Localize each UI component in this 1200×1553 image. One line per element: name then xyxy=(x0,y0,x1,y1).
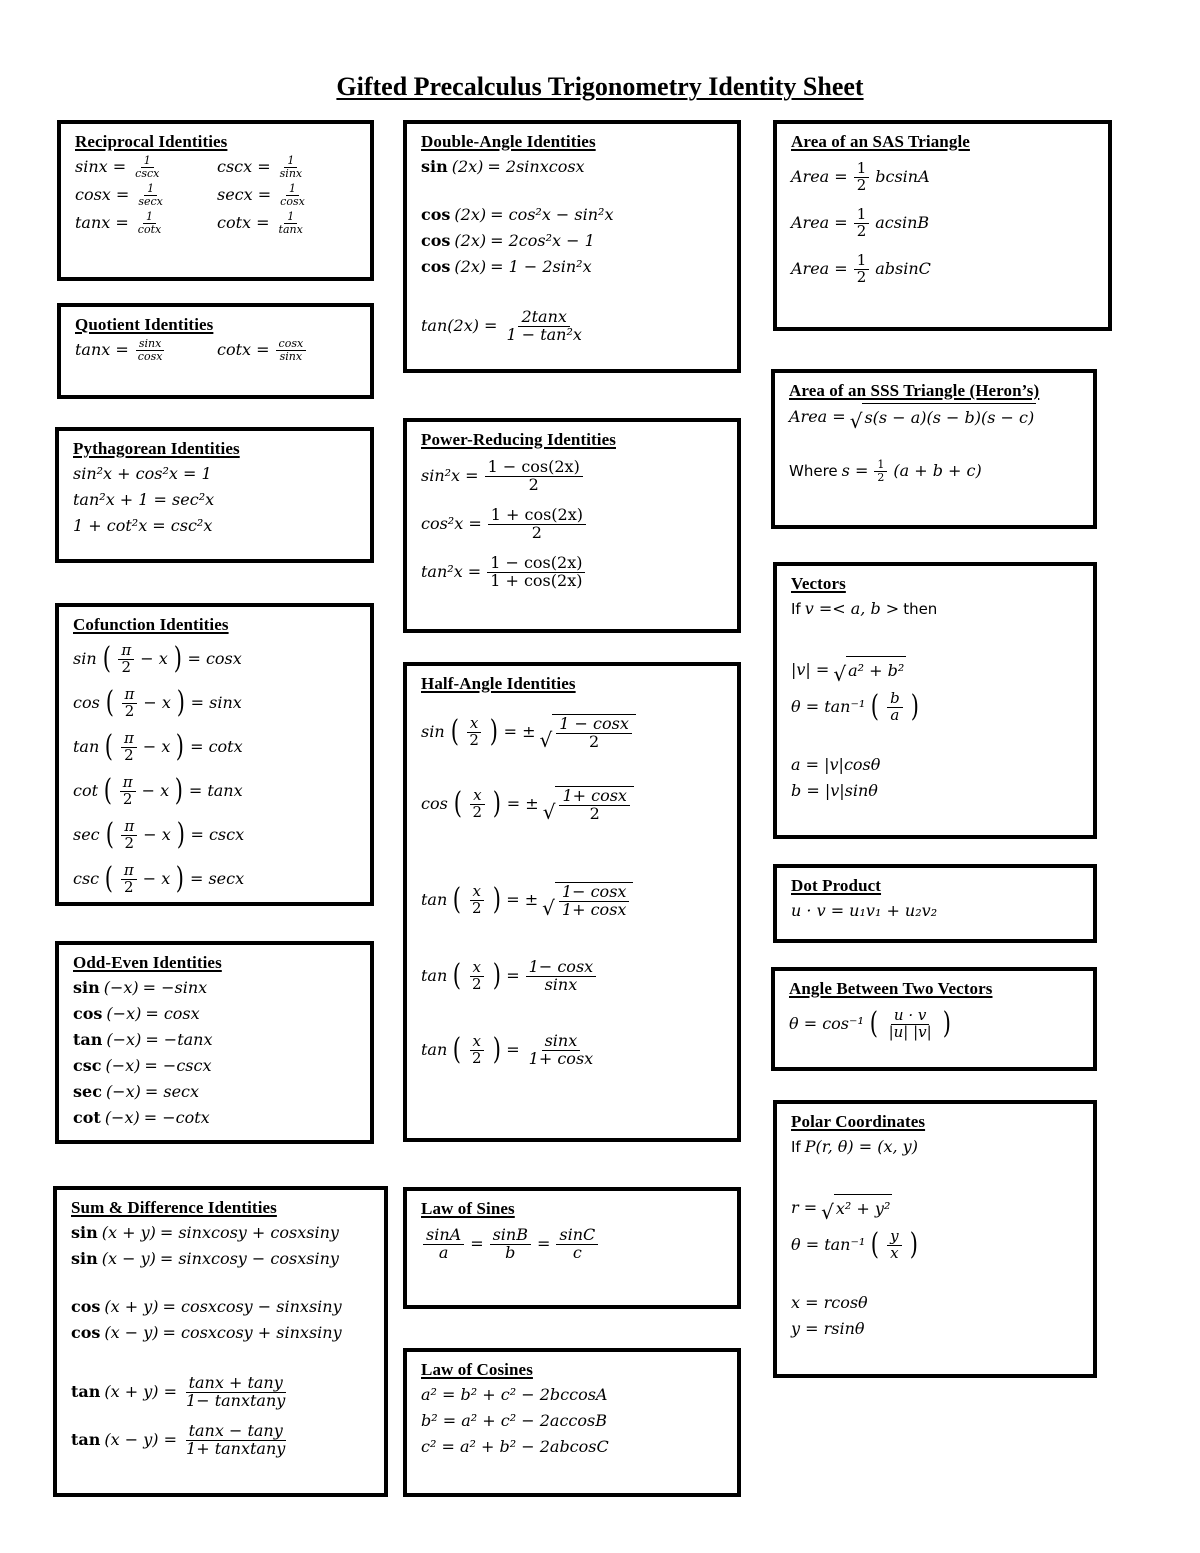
identity: If v =< a, b > then xyxy=(791,599,938,618)
section-title: Odd-Even Identities xyxy=(73,953,222,972)
identity: sin (−x) = −sinx xyxy=(73,978,208,997)
identity: tan (−x) = −tanx xyxy=(73,1030,213,1049)
section-title: Cofunction Identities xyxy=(73,615,229,634)
half-angle-identities-box xyxy=(403,662,741,1142)
sqrt-icon: √ xyxy=(821,1200,834,1224)
identity: cos (x + y) = cosxcosy − sinxsiny xyxy=(71,1297,342,1316)
identity: Area = √ s(s − a)(s − b)(s − c) xyxy=(789,403,1079,431)
identity: tan²x + 1 = sec²x xyxy=(73,490,215,509)
sqrt-icon: √ xyxy=(542,896,555,921)
identity: cos ( $\frac{\pi}{2}$ − x ) = sinx xyxy=(73,684,242,720)
identity: sec ( $\frac{\pi}{2}$ − x ) = cscx xyxy=(73,816,245,852)
angle-between-vectors-box xyxy=(771,967,1097,1071)
sum-difference-identities-box xyxy=(53,1186,388,1497)
identity: θ = tan⁻¹ ( $\frac{b}{a}$ ) xyxy=(791,688,919,724)
identity: cosx = $\frac{1}{\sec x}$ xyxy=(75,181,163,208)
section-title: Quotient Identities xyxy=(75,315,214,334)
section-title: Area of an SAS Triangle xyxy=(791,132,970,151)
identity: r = √ x² + y² xyxy=(791,1194,1079,1222)
identity: u · v = u₁v₁ + u₂v₂ xyxy=(791,901,938,920)
identity: a = |v|cosθ xyxy=(791,755,881,774)
odd-even-identities-box xyxy=(55,941,374,1144)
section-title: Half-Angle Identities xyxy=(421,674,576,693)
identity: sinx = $\frac{1}{\csc x}$ xyxy=(75,153,160,180)
identity: cscx = $\frac{1}{\sin x}$ xyxy=(217,153,303,180)
law-of-cosines-box xyxy=(403,1348,741,1497)
identity: tan ( $\frac{x}{2}$ ) = $\frac{\sin x}{1+ \cos x}$ xyxy=(421,1030,594,1068)
area-sss-heron-box xyxy=(771,369,1097,529)
identity: x = rcosθ xyxy=(791,1293,868,1312)
sqrt-icon: √ xyxy=(539,728,553,753)
identity: a² = b² + c² − 2bccosA xyxy=(421,1385,608,1404)
identity: c² = a² + b² − 2abcosC xyxy=(421,1437,609,1456)
identity: $\frac{\sin A}{a}$ = $\frac{\sin B}{b}$ = $\frac{\sin C}{c}$ xyxy=(421,1221,723,1267)
double-angle-identities-box xyxy=(403,120,741,373)
section-title: Sum & Difference Identities xyxy=(71,1198,277,1217)
identity: b² = a² + c² − 2accosB xyxy=(421,1411,607,1430)
identity: If P(r, θ) = (x, y) xyxy=(791,1137,918,1156)
section-title: Polar Coordinates xyxy=(791,1112,926,1131)
section-title: Law of Sines xyxy=(421,1199,515,1218)
identity: cotx = $\frac{1}{\tan x}$ xyxy=(217,209,303,236)
law-of-sines-box xyxy=(403,1187,741,1309)
area-sas-triangle-box xyxy=(773,120,1112,331)
identity: b = |v|sinθ xyxy=(791,781,878,800)
identity: sin²x + cos²x = 1 xyxy=(73,464,212,483)
quotient-identities-box xyxy=(57,303,374,399)
polar-coordinates-box xyxy=(773,1100,1097,1378)
identity: cos²x = $\frac{1 + \cos(2x)}{2}$ xyxy=(421,500,723,548)
identity: cos ( $\frac{x}{2}$ ) = ± √ $\frac{1+ \cos x}{2}$ xyxy=(421,768,723,840)
identity: 1 + cot²x = csc²x xyxy=(73,516,213,535)
identity: cot (−x) = −cotx xyxy=(73,1108,210,1127)
identity: cos (−x) = cosx xyxy=(73,1004,200,1023)
section-title: Dot Product xyxy=(791,876,882,895)
identity: sec (−x) = secx xyxy=(73,1082,200,1101)
identity: secx = $\frac{1}{\cos x}$ xyxy=(217,181,305,208)
identity: cos (2x) = cos²x − sin²x xyxy=(421,205,614,224)
identity: tan ( $\frac{x}{2}$ ) = ± √ $\frac{1- \cos x}{1+ \cos x}$ xyxy=(421,862,723,938)
section-title: Law of Cosines xyxy=(421,1360,533,1379)
identity: cos (2x) = 1 − 2sin²x xyxy=(421,257,592,276)
cofunction-identities-box xyxy=(55,603,374,906)
section-title: Pythagorean Identities xyxy=(73,439,240,458)
identity: cos (2x) = 2cos²x − 1 xyxy=(421,231,595,250)
identity: tan ( $\frac{x}{2}$ ) = $\frac{1- \cos x}{\sin x}$ xyxy=(421,938,723,1014)
pythagorean-identities-box xyxy=(55,427,374,563)
identity: tanx = $\frac{\sin x}{\cos x}$ xyxy=(75,336,163,363)
identity: θ = cos⁻¹ ( $\frac{u \cdot v}{|u| |v|}$ ) xyxy=(789,1005,951,1041)
section-title: Power-Reducing Identities xyxy=(421,430,616,449)
section-title: Area of an SSS Triangle (Heron’s) xyxy=(789,381,1040,400)
identity: Where s = $\frac{1}{2}$ (a + b + c) xyxy=(789,457,982,484)
identity: tan(2x) = $\frac{2\tan x}{\text{1 − tan²x}}$ xyxy=(421,306,582,344)
identity: tan²x = $\frac{1 - \cos(2x)}{1 + \cos(2x)}$ xyxy=(421,548,723,596)
identity: sin (x + y) = sinxcosy + cosxsiny xyxy=(71,1223,339,1242)
identity: Area = $\frac{1}{2}$ bcsinA xyxy=(791,158,930,194)
identity: |v| = √ a² + b² xyxy=(791,656,1079,684)
identity: tan (x + y) = $\frac{\tan x + \tan y}{\text{1− tanxtany}}$ xyxy=(71,1372,286,1410)
identity: Area = $\frac{1}{2}$ absinC xyxy=(791,250,931,286)
page-title: Gifted Precalculus Trigonometry Identity Sheet xyxy=(336,72,864,101)
identity: sin ( $\frac{x}{2}$ ) = ± √ $\frac{1 - \cos x}{2}$ xyxy=(421,696,723,768)
identity: cos (x − y) = cosxcosy + sinxsiny xyxy=(71,1323,342,1342)
identity: tanx = $\frac{1}{\cot x}$ xyxy=(75,209,162,236)
sqrt-icon: √ xyxy=(833,662,847,686)
identity: tan (x − y) = $\frac{\tan x - \tan y}{\text{1+ tanxtany}}$ xyxy=(71,1420,286,1458)
sqrt-icon: √ xyxy=(849,409,863,433)
identity: θ = tan⁻¹ ( $\frac{y}{x}$ ) xyxy=(791,1226,918,1262)
identity: sin ( $\frac{\pi}{2}$ − x ) = cosx xyxy=(73,640,242,676)
identity: cot ( $\frac{\pi}{2}$ − x ) = tanx xyxy=(73,772,243,808)
identity: csc (−x) = −cscx xyxy=(73,1056,212,1075)
sqrt-icon: √ xyxy=(542,800,556,825)
identity: sin²x = $\frac{1 - \cos(2x)}{2}$ xyxy=(421,452,723,500)
reciprocal-identities-box xyxy=(57,120,374,281)
identity: cotx = $\frac{\cos x}{\sin x}$ xyxy=(217,337,367,363)
section-title: Reciprocal Identities xyxy=(75,132,228,151)
identity: tan ( $\frac{\pi}{2}$ − x ) = cotx xyxy=(73,728,243,764)
vectors-box xyxy=(773,562,1097,839)
section-title: Double-Angle Identities xyxy=(421,132,596,151)
section-title: Angle Between Two Vectors xyxy=(789,979,993,998)
section-title: Vectors xyxy=(791,574,846,593)
identity: sin (x − y) = sinxcosy − cosxsiny xyxy=(71,1249,339,1268)
identity: csc ( $\frac{\pi}{2}$ − x ) = secx xyxy=(73,860,245,896)
power-reducing-identities-box xyxy=(403,418,741,633)
identity: y = rsinθ xyxy=(791,1319,865,1338)
identity: sin (2x) = 2sinxcosx xyxy=(421,157,585,176)
dot-product-box xyxy=(773,864,1097,943)
identity: Area = $\frac{1}{2}$ acsinB xyxy=(791,204,930,240)
